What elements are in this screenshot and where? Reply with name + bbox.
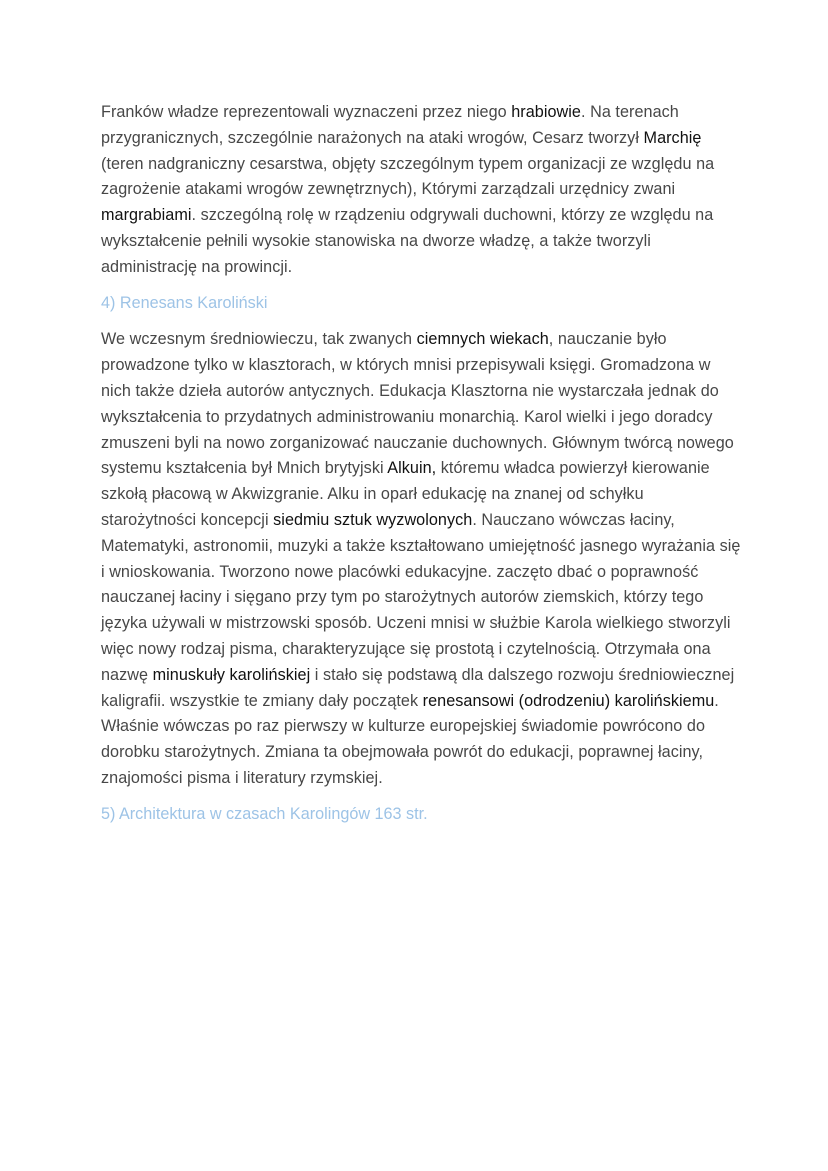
emphasized-term: renesansowi (odrodzeniu) karolińskiemu xyxy=(422,691,715,710)
section-heading-architektura: 5) Architektura w czasach Karolingów 163 str. xyxy=(101,804,428,823)
document-body xyxy=(101,100,741,828)
text-run: . szczególną rolę w rządzeniu odgrywali duchowni, którzy ze względu na wykształcenie pełnili wysokie stanowiska na dworze władzę, a także tworzyli administrację na prowincji. xyxy=(101,206,714,276)
emphasized-term: Marchię xyxy=(643,128,702,147)
text-run: . Właśnie wówczas po raz pierwszy w kulturze europejskiej świadomie powrócono do dorobku starożytnych. Zmiana ta obejmowała powrót do edukacji, poprawnej łaciny, znajomości pisma i literatury rzymskiej. xyxy=(101,691,719,787)
emphasized-term: siedmiu sztuk wyzwolonych xyxy=(273,510,473,529)
text-run: , nauczanie było prowadzone tylko w klasztorach, w których mnisi przepisywali księgi. Gromadzona w nich także dzieła autorów antycznych. Edukacja Klasztorna nie wystarczała jednak do wykształcenia to przydatnych administrowaniu monarchią. Karol wielki i jego doradcy zmuszeni byli na nowo zorganizować nauczanie duchownych. Głównym twórcą nowego systemu kształcenia był Mnich brytyjski xyxy=(101,330,734,478)
text-run: Franków władze reprezentowali wyznaczeni przez niego xyxy=(101,103,512,121)
emphasized-term: minuskuły karolińskiej xyxy=(152,665,311,684)
paragraph-frankish-administration xyxy=(101,100,741,281)
text-run: i stało się podstawą dla dalszego rozwoju średniowiecznej kaligrafii. wszystkie te zmiany dały początek xyxy=(101,665,735,710)
emphasized-term: ciemnych wiekach xyxy=(416,330,549,349)
text-run: (teren nadgraniczny cesarstwa, objęty szczególnym typem organizacji ze względu na zagrożenie atakami wrogów zewnętrznych), Którymi zarządzali urzędnicy zwani xyxy=(101,154,715,199)
emphasized-term: hrabiowie xyxy=(511,103,581,121)
emphasized-term: Alkuin, xyxy=(387,459,437,478)
paragraph-carolingian-renaissance xyxy=(101,327,741,791)
text-run: . Nauczano wówczas łaciny, Matematyki, astronomii, muzyki a także kształtowano umiejętność jasnego wyrażania się i wnioskowania. Tworzono nowe placówki edukacyjne. zaczęto dbać o poprawność nauczanej łaciny i sięgano przy tym po starożytnych autorów ziemskich, którzy tego języka używali w mistrzowski sposób. Uczeni mnisi w służbie Karola wielkiego stworzyli więc nowy rodzaj pisma, charakteryzujące się prostotą i czytelnością. Otrzymała ona nazwę xyxy=(101,510,741,684)
text-run: We wczesnym średniowieczu, tak zwanych xyxy=(101,330,417,349)
text-run: któremu władca powierzył kierowanie szkołą płacową w Akwizgranie. Alku in oparł edukację na znanej od schyłku starożytności koncepcji xyxy=(101,459,710,529)
section-heading-renesans-karolinski: 4) Renesans Karoliński xyxy=(101,293,268,312)
emphasized-term: margrabiami xyxy=(101,206,192,225)
text-run: . Na terenach przygranicznych, szczególnie narażonych na ataki wrogów, Cesarz tworzył xyxy=(101,103,679,147)
